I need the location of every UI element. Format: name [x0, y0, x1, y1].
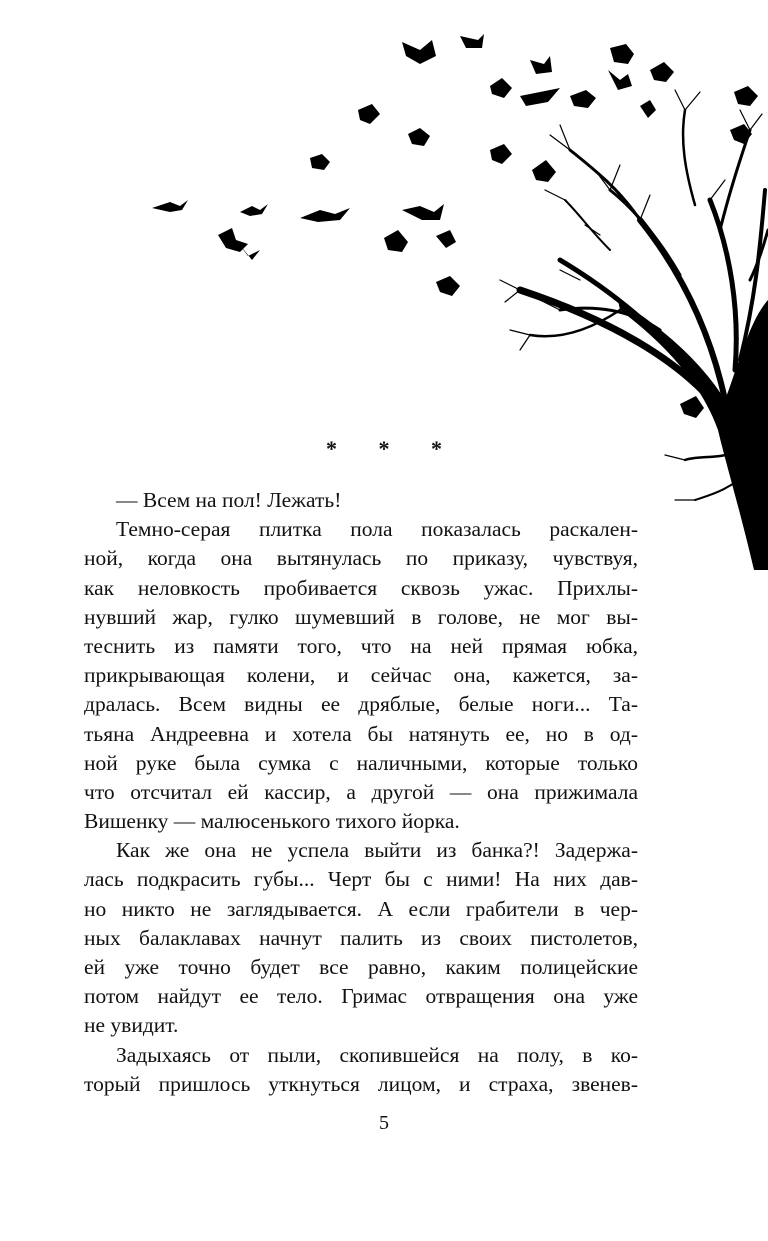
text-line: Темно-серая плитка пола показалась раскален-	[116, 517, 638, 542]
text-line: но никто не заглядывается. А если грабители в чер-	[84, 896, 638, 921]
paragraph	[84, 515, 638, 836]
text-line: лась подкрасить губы... Черт бы с ними! На них дав-	[84, 867, 638, 892]
paragraph	[84, 836, 638, 1040]
text-line: ей уже точно будет все равно, каким полицейские	[84, 955, 638, 979]
paragraph	[84, 1041, 638, 1099]
text-line: Задыхаясь от пыли, скопившейся на полу, в ко-	[116, 1042, 638, 1067]
text-line: ных балаклавах начнут палить из своих пистолетов,	[84, 925, 638, 950]
text-line: Как же она не успела выйти из банка?! Задержа-	[116, 838, 638, 863]
page-number: 5	[379, 1112, 389, 1134]
text-line: теснить из памяти того, что на ней прямая юбка,	[84, 633, 638, 658]
text-line: потом найдут ее тело. Гримас отвращения она уже	[84, 984, 638, 1009]
paragraph	[84, 486, 638, 515]
text-line: ной, когда она вытянулась по приказу, чувствуя,	[84, 546, 638, 571]
text-line: не увидит.	[84, 1013, 179, 1038]
text-line: что отсчитал ей кассир, а другой — она прижимала	[84, 779, 638, 804]
text-line: ной руке была сумка с наличными, которые только	[84, 750, 638, 775]
text-line: — Всем на пол! Лежать!	[116, 488, 342, 512]
text-line: торый пришлось уткнуться лицом, и страха, звенев-	[84, 1071, 638, 1096]
section-separator: * * *	[326, 436, 460, 461]
text-line: как неловкость пробивается сквозь ужас. Прихлы-	[84, 575, 638, 600]
body-text	[84, 486, 638, 1099]
text-line: тьяна Андреевна и хотела бы натянуть ее, но в од-	[84, 721, 638, 746]
text-line: нувший жар, гулко шумевший в голове, не мог вы-	[84, 604, 638, 629]
text-line: прикрывающая колени, и сейчас она, кажется, за-	[84, 663, 638, 688]
text-line: дралась. Всем видны ее дряблые, белые ноги... Та-	[84, 692, 638, 717]
text-line: Вишенку — малюсенького тихого йорка.	[84, 809, 460, 834]
